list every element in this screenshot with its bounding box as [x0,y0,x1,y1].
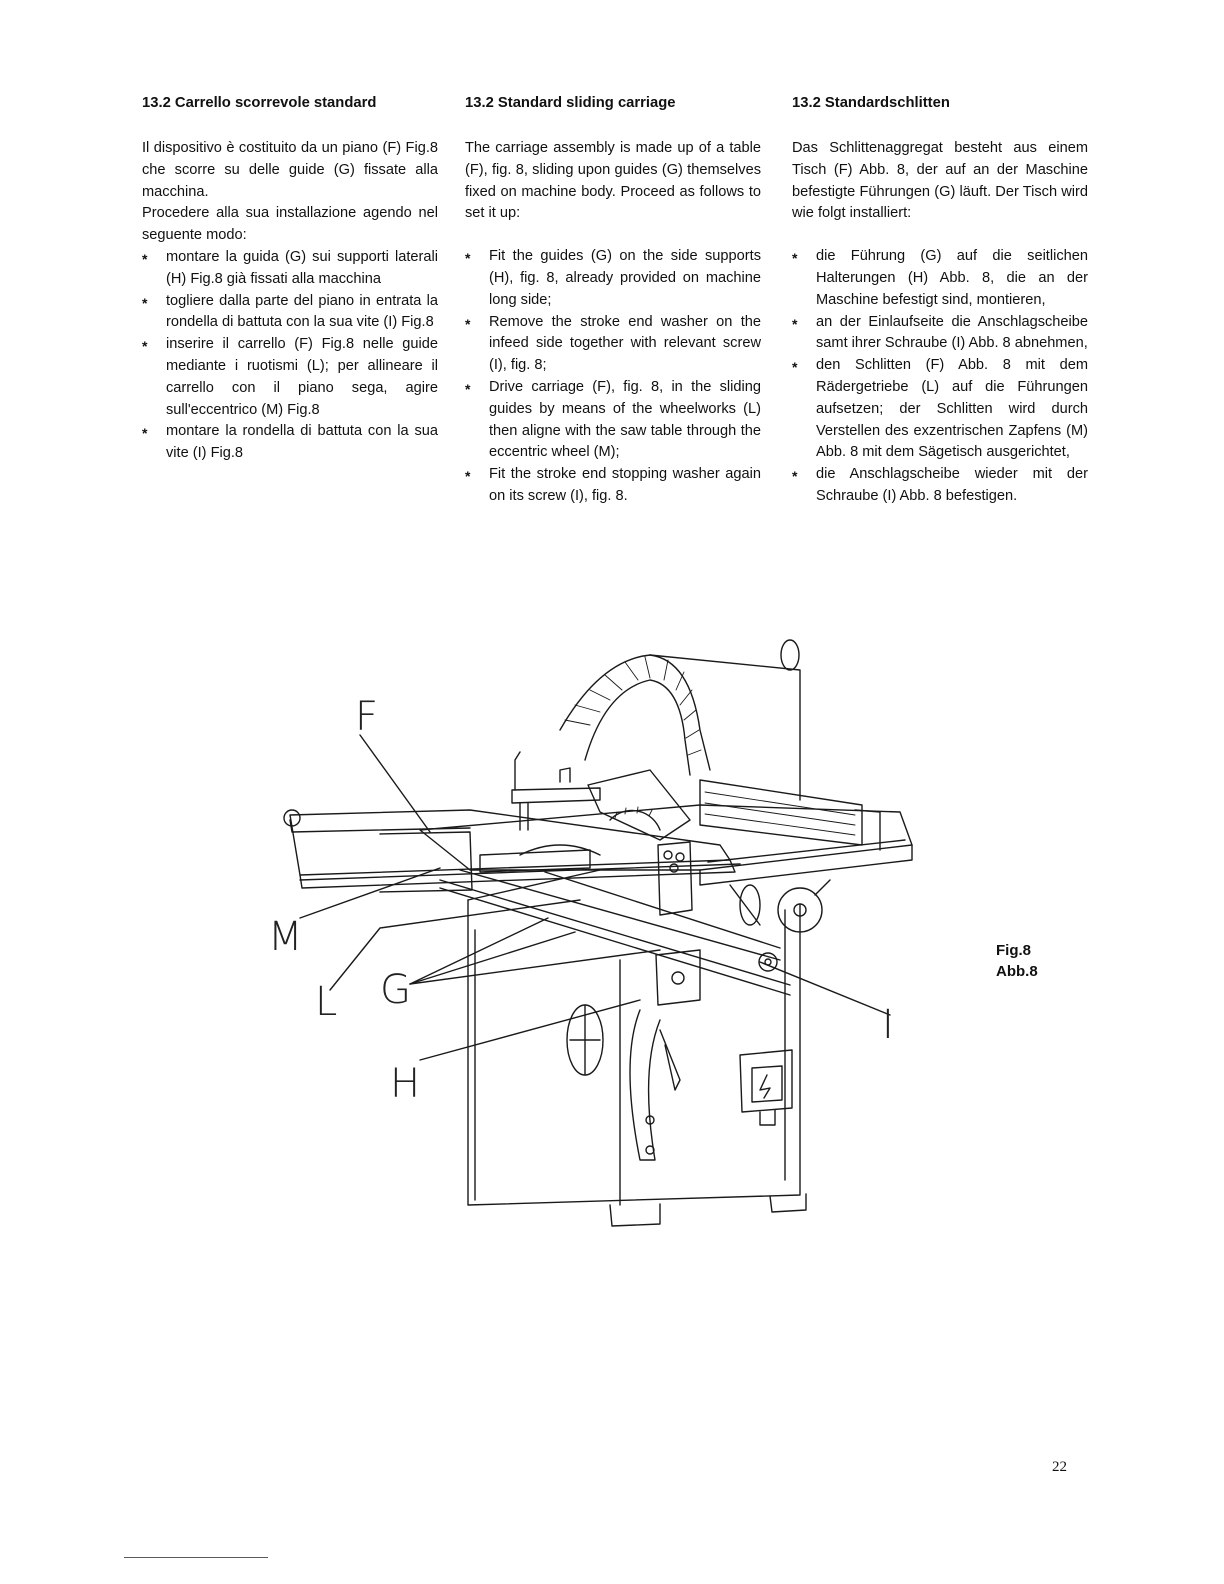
page-number: 22 [1052,1459,1067,1475]
step-de-2: * an der Einlaufseite die Anschlagscheibe samt ihrer Schraube (I) Abb. 8 abnehmen, [792,312,1088,356]
step-de-4: * die Anschlagscheibe wieder mit der Schraube (I) Abb. 8 befestigen. [792,464,1088,508]
step-it-1: * montare la guida (G) sui supporti laterali (H) Fig.8 già fissati alla macchina [142,247,438,291]
section-heading-de: 13.2 Standardschlitten [792,95,950,111]
label-L: L [315,979,338,1025]
label-I: I [882,1002,894,1048]
label-H: H [390,1061,421,1107]
step-it-4: * montare la rondella di battuta con la sua vite (I) Fig.8 [142,421,438,465]
label-M: M [268,914,303,960]
label-G: G [380,967,411,1013]
step-en-4: * Fit the stroke end stopping washer again on its screw (I), fig. 8. [465,464,761,508]
section-heading-en: 13.2 Standard sliding carriage [465,95,676,111]
paragraph-de-1: Das Schlittenaggregat besteht aus einem Tisch (F) Abb. 8, der auf an der Maschine befestigte Führungen (G) läuft. Der Tisch wird wie folgt installiert: [792,140,1088,222]
step-de-3: * den Schlitten (F) Abb. 8 mit dem Rädergetriebe (L) auf die Führungen aufsetzen; der Schlitten wird durch Verstellen des exzentrischen Zapfens (M) Abb. 8 mit dem Sägetisch ausgerichtet, [792,355,1088,464]
label-F: F [355,694,379,740]
figure-caption-fig: Fig.8 [996,942,1032,959]
paragraph-it-1: Il dispositivo è costituito da un piano (F) Fig.8 che scorre su delle guide (G) fissate alla macchina. [142,140,438,200]
step-en-3: * Drive carriage (F), fig. 8, in the sliding guides by means of the wheelworks (L) then aligne with the saw table through the eccentric wheel (M); [465,377,761,464]
step-de-1: * die Führung (G) auf die seitlichen Halterungen (H) Abb. 8, die an der Maschine befestigt sind, montieren, [792,246,1088,311]
step-en-1: * Fit the guides (G) on the side supports (H), fig. 8, already provided on machine long side; [465,246,761,311]
section-heading-it: 13.2 Carrello scorrevole standard [142,95,377,111]
paragraph-en-1: The carriage assembly is made up of a table (F), fig. 8, sliding upon guides (G) themselves fixed on machine body. Proceed as follows to set it up: [465,140,761,222]
machine-line-drawing [284,640,912,1226]
figure-caption [996,940,1038,982]
footnote-rule [124,1557,268,1558]
step-it-2: * togliere dalla parte del piano in entrata la rondella di battuta con la sua vite (I) Fig.8 [142,291,438,335]
paragraph-it-2: Procedere alla sua installazione agendo nel seguente modo: [142,205,438,244]
figure-caption-abb: Abb.8 [996,963,1038,980]
step-en-2: * Remove the stroke end washer on the infeed side together with relevant screw (I), fig. 8; [465,312,761,377]
step-it-3: * inserire il carrello (F) Fig.8 nelle guide mediante i ruotismi (L); per allineare il carrello con il piano sega, agire sull'eccentrico (M) Fig.8 [142,334,438,421]
